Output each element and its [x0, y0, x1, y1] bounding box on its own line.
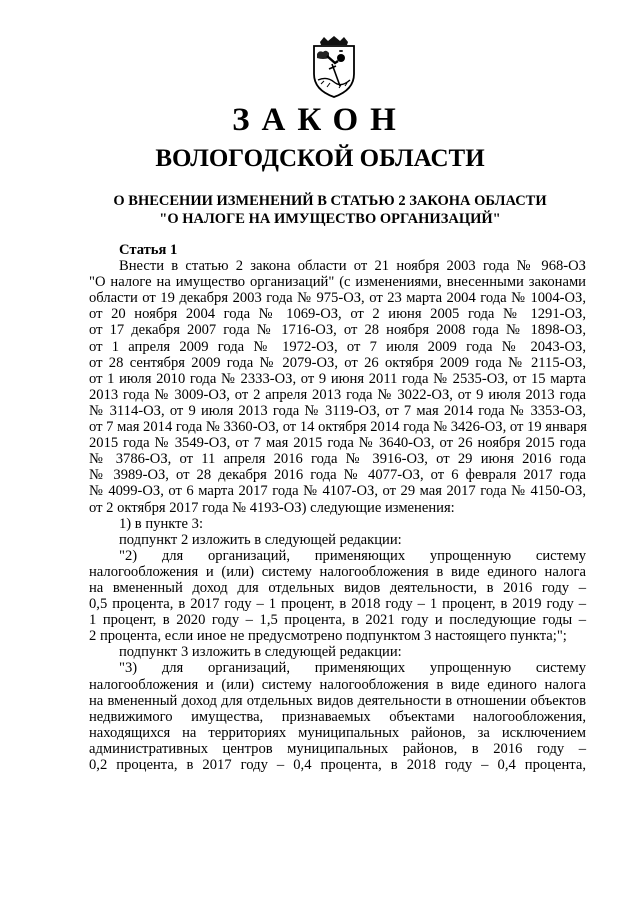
heading-line: О ВНЕСЕНИИ ИЗМЕНЕНИЙ В СТАТЬЮ 2 ЗАКОНА ОБЛАСТИ	[113, 193, 547, 209]
document-subtitle: ВОЛОГОДСКОЙ ОБЛАСТИ	[155, 145, 485, 172]
body-line: 1 процент, в 2020 году – 1,5 процента, в 2021 году и последующие годы –	[89, 612, 586, 629]
body-line: на вмененный доход для отдельных видов деятельности, в 2016 году –	[89, 579, 586, 596]
document-title: ЗАКОН	[232, 102, 408, 138]
body-line: 2015 года № 3549-ОЗ, от 7 мая 2015 года № 3640-ОЗ, от 26 ноября 2015 года	[89, 435, 586, 452]
body-line: от 17 декабря 2007 года № 1716-ОЗ, от 28 ноября 2008 года № 1898-ОЗ,	[89, 322, 586, 339]
coat-of-arms-icon	[305, 36, 363, 98]
body-line: 2013 года № 3009-ОЗ, от 2 апреля 2013 года № 3022-ОЗ, от 9 июля 2013 года	[89, 386, 586, 403]
heading-line: "О НАЛОГЕ НА ИМУЩЕСТВО ОРГАНИЗАЦИЙ"	[159, 211, 501, 227]
body-line: 2 процента, если иное не предусмотрено подпунктом 3 настоящего пункта;";	[89, 628, 567, 645]
body-line: налогообложения и (или) систему налогообложения в виде единого налога	[89, 563, 586, 580]
body-line: № 3989-ОЗ, от 28 декабря 2016 года № 4077-ОЗ, от 6 февраля 2017 года	[89, 467, 586, 484]
body-line: области от 19 декабря 2003 года № 975-ОЗ, от 23 марта 2004 года № 1004-ОЗ,	[89, 290, 586, 307]
body-line: 0,2 процента, в 2017 году – 0,4 процента, в 2018 году – 0,4 процента,	[89, 757, 586, 773]
body-line: № 3114-ОЗ, от 9 июля 2013 года № 3119-ОЗ, от 7 мая 2014 года № 3353-ОЗ,	[89, 402, 586, 419]
body-line: от 1 апреля 2009 года № 1972-ОЗ, от 7 июля 2009 года № 2043-ОЗ,	[89, 338, 586, 355]
body-line: от 20 ноября 2004 года № 1069-ОЗ, от 2 июня 2005 года № 1291-ОЗ,	[89, 306, 586, 323]
body-line: на вмененный доход для отдельных видов деятельности в отношении объектов	[89, 692, 586, 709]
body-line: № 4099-ОЗ, от 6 марта 2017 года № 4107-ОЗ, от 29 мая 2017 года № 4150-ОЗ,	[89, 483, 586, 500]
body-line: "3) для организаций, применяющих упрощенную систему	[119, 660, 586, 677]
body-line: Внести в статью 2 закона области от 21 ноября 2003 года № 968-ОЗ	[119, 258, 586, 275]
body-line: 0,5 процента, в 2017 году – 1 процент, в 2018 году – 1 процент, в 2019 году –	[89, 596, 586, 613]
body-line: недвижимого имущества, признаваемых объектами налогообложения,	[89, 708, 586, 725]
body-line: 1) в пункте 3:	[119, 515, 204, 532]
body-line: "О налоге на имущество организаций" (с изменениями, внесенными законами	[89, 274, 586, 291]
document-body	[89, 242, 586, 773]
article-title: Статья 1	[119, 242, 178, 258]
body-line: подпункт 3 изложить в следующей редакции:	[119, 644, 402, 661]
law-heading	[100, 192, 560, 228]
body-line: "2) для организаций, применяющих упрощенную систему	[119, 547, 586, 564]
body-line: от 2 октября 2017 года № 4193-ОЗ) следующие изменения:	[89, 499, 455, 516]
body-line: № 3786-ОЗ, от 11 апреля 2016 года № 3916-ОЗ, от 29 июня 2016 года	[89, 451, 586, 468]
body-line: от 1 июля 2010 года № 2333-ОЗ, от 9 июня 2011 года № 2535-ОЗ, от 15 марта	[89, 370, 586, 387]
body-line: административных центров муниципальных районов, в 2016 году –	[89, 740, 586, 757]
body-line: подпункт 2 изложить в следующей редакции:	[119, 531, 402, 548]
body-line: находящихся на территориях муниципальных районов, за исключением	[89, 724, 586, 741]
body-line: от 28 сентября 2009 года № 2079-ОЗ, от 26 октября 2009 года № 2115-ОЗ,	[89, 354, 586, 371]
body-line: налогообложения и (или) систему налогообложения в виде единого налога	[89, 676, 586, 693]
body-line: от 7 мая 2014 года № 3360-ОЗ, от 14 октября 2014 года № 3426-ОЗ, от 19 января	[89, 419, 587, 436]
